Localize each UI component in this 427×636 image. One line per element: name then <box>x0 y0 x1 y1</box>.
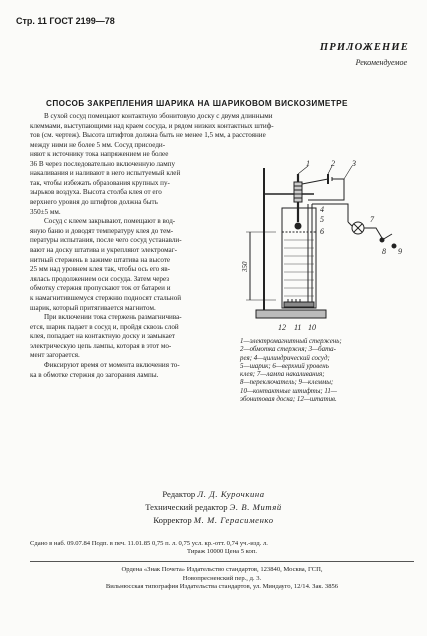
body-line: вают на доску штатива и укрепляют электромаг- <box>30 245 177 254</box>
editor-line: Технический редактор Э. В. Митяй <box>145 502 282 512</box>
body-line: шарик, который притягивается магнитом. <box>30 303 156 312</box>
divider <box>30 561 414 562</box>
body-line: обмотку стержня пропускают ток от батареи и <box>30 284 171 293</box>
dimension-label: 350 <box>241 261 249 272</box>
caption-line: 10—контактные штифты; 11— <box>240 387 337 395</box>
body-line: нитный стержень в зажиме штатива на высоте <box>30 255 171 264</box>
body-line: лялась продолжением оси сосуда. Затем через <box>30 274 169 283</box>
label-10: 10 <box>308 323 316 332</box>
body-line: пературы испытания, после чего сосуд устанавли- <box>30 236 182 245</box>
intro-line: В сухой сосуд помещают контактную эбонитовую доску с двумя длинными <box>44 112 273 120</box>
caption-line: 8—переключатель; 9—клеммы; <box>240 379 334 387</box>
body-line: 36 В через последовательно включенную лампу <box>30 159 176 168</box>
winding <box>294 182 302 202</box>
intro-line: между ними не более 5 мм. Сосуд присоеди- <box>30 140 166 149</box>
caption-line: клея; 7—лампа накаливания; <box>240 371 325 379</box>
body-column <box>30 150 230 380</box>
recommended-label: Рекомендуемое <box>355 58 407 67</box>
body-line: накаливания и наливают в него испытуемый клей <box>30 169 181 178</box>
body-line: Сосуд с клеем закрывают, помещают в вод- <box>44 217 176 226</box>
label-3: 3 <box>352 160 356 168</box>
label-4: 4 <box>320 205 324 214</box>
label-11: 11 <box>294 323 302 332</box>
caption-line: эбонитовая доска; 12—штатив. <box>240 396 337 404</box>
body-line: няют к источнику тока напряжением не более <box>30 150 169 158</box>
label-9: 9 <box>398 247 402 256</box>
body-line: клея, попадает на контактную доску и замыкает <box>30 332 176 341</box>
caption-line: 1—электромагнитный стержень; <box>240 338 342 345</box>
body-line: ка в обмотке стержня до загорания лампы. <box>30 370 159 379</box>
page-header: Стр. 11 ГОСТ 2199—78 <box>16 16 115 26</box>
intro-line: клеммами, выступающими над краем сосуда, и рядом низких контактных штиф- <box>30 121 274 130</box>
section-title: СПОСОБ ЗАКРЕПЛЕНИЯ ШАРИКА НА ШАРИКОВОМ ВИСКОЗИМЕТРЕ <box>46 99 348 108</box>
editors-block <box>0 488 427 527</box>
appendix-label: ПРИЛОЖЕНИЕ <box>319 42 409 53</box>
editor-line: Редактор Л. Д. Курочкина <box>162 489 265 499</box>
ball <box>295 223 301 229</box>
body-line: ется, шарик падает в сосуд и, пройдя сквозь слой <box>30 322 179 331</box>
label-2: 2 <box>331 160 335 168</box>
body-line: мент загорается. <box>30 351 80 360</box>
label-7: 7 <box>370 215 374 224</box>
imprint-line: Новопресненский пер., д. 3. <box>182 574 262 582</box>
label-12: 12 <box>278 323 286 332</box>
caption-line: рея; 4—цилиндрический сосуд; <box>240 354 330 362</box>
body-line: верхнего уровня до штифтов должна быть <box>30 197 158 206</box>
body-line: так, чтобы избежать образования крупных пу- <box>30 178 170 187</box>
figure-caption <box>240 338 410 404</box>
imprint-line: Ордена «Знак Почета» Издательство стандартов, 123840, Москва, ГСП, <box>121 566 323 574</box>
intro-line: тов (см. чертеж). Высота штифтов должна быть не менее 1,5 мм, а расстояние <box>30 131 266 140</box>
imprint-line: Вильнюсская типография Издательства стандартов, ул. Миндауго, 12/14. Зак. 3856 <box>105 582 339 590</box>
label-8: 8 <box>382 247 386 256</box>
label-5: 5 <box>320 215 324 224</box>
ebonite-board <box>284 302 314 307</box>
editor-line: Корректор М. М. Герасименко <box>153 515 274 525</box>
body-line: 350±5 мм. <box>30 207 61 216</box>
body-line: электрическую цепь лампы, которая в этот мо- <box>30 341 172 350</box>
stand-base <box>256 310 326 318</box>
viscometer-diagram <box>236 160 416 335</box>
body-line: зырьков воздуха. Высота столба клея от его <box>30 188 162 197</box>
label-6: 6 <box>320 227 324 236</box>
imprint-line: Тираж 10000 Цена 5 коп. <box>186 548 258 556</box>
imprint-line: Сдано в наб. 09.07.84 Подп. в печ. 11.01.85 0,75 п. л. 0,75 усл. кр.-отт. 0,74 уч.-изд. л. <box>30 540 268 547</box>
label-1: 1 <box>306 160 310 168</box>
body-line: При включении тока стержень размагничива- <box>44 313 182 322</box>
intro-paragraph <box>30 112 408 150</box>
body-line: Фиксируют время от момента включения то- <box>44 361 180 370</box>
imprint <box>30 540 414 591</box>
body-line: к намагнитившемуся стержню подносят стальной <box>30 293 182 302</box>
body-line: яную баню и доводят температуру клея до тем- <box>30 226 174 235</box>
caption-line: 5—шарик; 6—верхний уровень <box>240 362 329 370</box>
body-line: 25 мм над уровнем клея так, чтобы ось его яв- <box>30 265 170 274</box>
caption-line: 2—обмотка стержня; 3—бата- <box>240 346 336 354</box>
